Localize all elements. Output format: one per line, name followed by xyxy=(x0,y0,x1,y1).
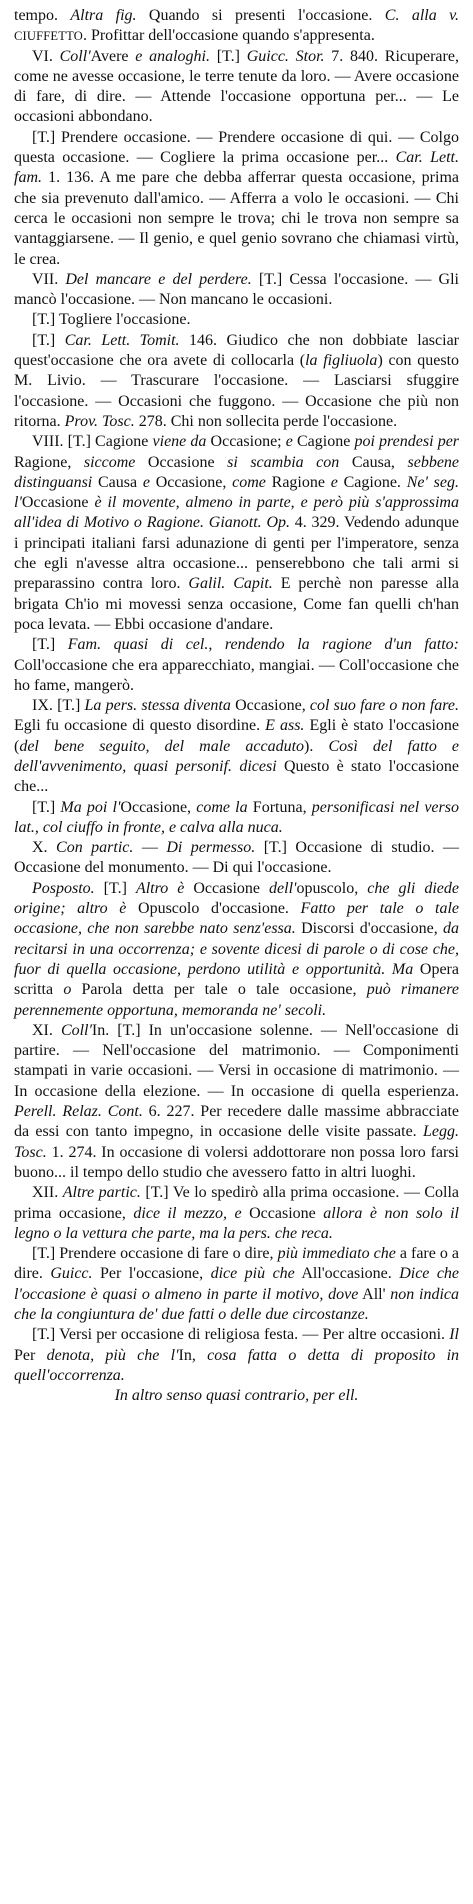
entry-paragraph-1: tempo. Altra fig. Quando si presenti l'occasione. C. alla v. CIUFFETTO. Profittar dell'occasione quando s'appresenta. xyxy=(14,7,460,45)
entry-paragraph-16: [T.] Versi per occasione di religiosa festa. — Per altre occasioni. Il Per denota, più che l'In, cosa fatta o detta di proposito in quell'occorrenza. xyxy=(14,1326,460,1384)
entry-paragraph-14: XII. Altre partic. [T.] Ve lo spedirò alla prima occasione. — Colla prima occasione, dice il mezzo, e Occasione allora è non solo il legno o la vettura che parte, ma la pers. che reca. xyxy=(14,1184,460,1242)
entry-paragraph-9: IX. [T.] La pers. stessa diventa Occasione, col suo fare o non fare. Egli fu occasione di questo disordine. E ass. Egli è stato l'occasione (del bene seguito, del male accaduto). Così del fatto e dell'avvenimento, quasi personif. dicesi Questo è stato l'occasione che... xyxy=(14,697,460,796)
entry-paragraph-5: [T.] Togliere l'occasione. xyxy=(32,311,191,329)
entry-paragraph-11: X. Con partic. — Di permesso. [T.] Occasione di studio. — Occasione del monumento. — Di qui l'occasione. xyxy=(14,839,460,877)
entry-paragraph-15: [T.] Prendere occasione di fare o dire, più immediato che a fare o a dire. Guicc. Per l'occasione, dice più che All'occasione. Dice che l'occasione è quasi o almeno in parte il motivo, dove All' non indica che la congiuntura de' due fatti o delle due circostanze. xyxy=(14,1245,460,1323)
entry-paragraph-6: [T.] Car. Lett. Tomit. 146. Giudico che non dobbiate lasciar quest'occasione che ora avete di collocarla (la figliuola) con questo M. Livio. — Trascurare l'occasione. — Lasciarsi sfuggire l'occasione. — Occasioni che fuggono. — Occasione che più non ritorna. Prov. Tosc. 278. Chi non sollecita perde l'occasione. xyxy=(14,331,460,430)
entry-paragraph-13: XI. Coll'In. [T.] In un'occasione solenne. — Nell'occasione di partire. — Nell'occasione del matrimonio. — Componimenti stampati in varie occasioni. — Versi in occasione di matrimonio. — In occasione della elezione. — In occasione di quella esperienza. Perell. Relaz. Cont. 6. 227. Per recedere dalle massime abbracciate da essi con tanto impegno, in occasione delle visite passate. Legg. Tosc. 1. 274. In occasione di volersi addottorare non possa loro farsi buono... il tempo dello studio che avessero fatto in altri luoghi. xyxy=(14,1021,460,1181)
entry-paragraph-7: VIII. [T.] Cagione viene da Occasione; e Cagione poi prendesi per Ragione, siccome Occasione si scambia con Causa, sebbene distinguansi Causa e Occasione, come Ragione e Cagione. Ne' seg. l'Occasione è il movente, almeno in parte, e però più s'approssima all'idea di Motivo o Ragione. Gianott. Op. 4. 329. Vedendo adunque i principati italiani farsi adunazione di genti per l'imperatore, senza che egli n'avesse altra occasione... penserebbono che tali armi si preparassino contra loro. Galil. Capit. E perchè non paresse alla brigata Ch'io mi movessi senza occasione, Come fan quelli ch'han poca levata. — Ebbi occasione d'andare. xyxy=(14,433,460,633)
entry-paragraph-10: [T.] Ma poi l'Occasione, come la Fortuna, personificasi nel verso lat., col ciuffo in fronte, e calva alla nuca. xyxy=(14,798,459,836)
entry-paragraph-8: [T.] Fam. quasi di cel., rendendo la ragione d'un fatto: Coll'occasione che era apparecchiato, mangiai. — Coll'occasione che ho fame, mangerò. xyxy=(14,636,459,694)
entry-paragraph-12: Posposto. [T.] Altro è Occasione dell'opuscolo, che gli diede origine; altro è Opuscolo d'occasione. Fatto per tale o tale occasione, che non sarebbe nato senz'essa. Discorsi d'occasione, da recitarsi in una occorrenza; e sovente dicesi di parole o di cose che, fuor di quella occasione, perdono utilità e opportunità. Ma Opera scritta o Parola detta per tale o tale occasione, può rimanere perennemente opportuna, memoranda ne' secoli. xyxy=(14,879,460,1019)
entry-paragraph-17: In altro senso quasi contrario, per ell. xyxy=(114,1387,359,1405)
entry-paragraph-4: VII. Del mancare e del perdere. [T.] Cessa l'occasione. — Gli mancò l'occasione. — Non mancano le occasioni. xyxy=(14,270,459,309)
entry-paragraph-3: [T.] Prendere occasione. — Prendere occasione di qui. — Colgo questa occasione. — Cogliere la prima occasione per... Car. Lett. fam. 1. 136. A me pare che debba afferrar questa occasione, prima che sia prevenuto dall'amico. — Afferra a volo le occasioni. — Chi cerca le occasioni non sempre le trova; chi le trova non sempre sa vantaggiarsene. — Il genio, e quel genio sovrano che chiamasi virtù, le crea. xyxy=(14,128,460,268)
entry-paragraph-2: VI. Coll'Avere e analoghi. [T.] Guicc. Stor. 7. 840. Ricuperare, come ne avesse occasione, le terre tenute da loro. — Avere occasione di fare, di dire. — Attende l'occasione opportuna per... — Le occasioni abbondano. xyxy=(14,47,459,126)
